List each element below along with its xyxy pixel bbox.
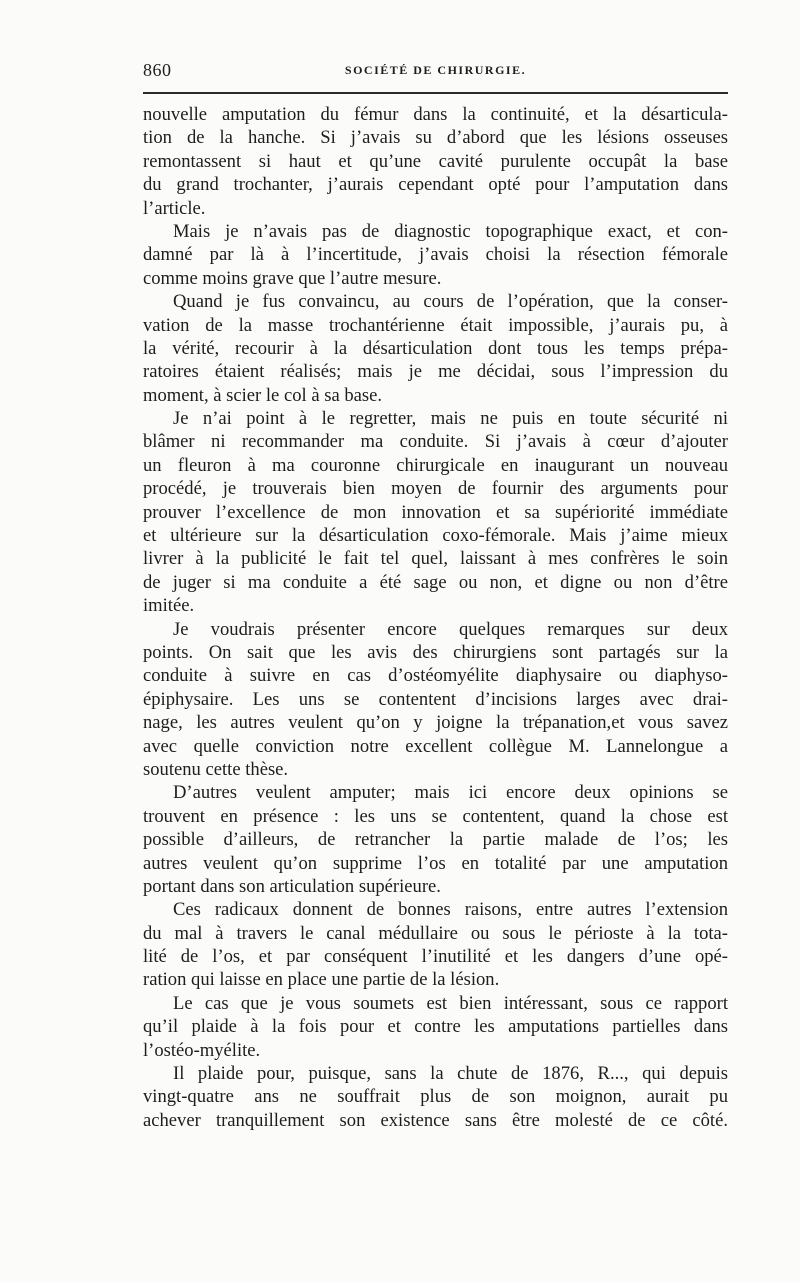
text-line: achever tranquillement son existence sans être molesté de ce côté.	[143, 1109, 728, 1131]
text-line: l’ostéo-myélite.	[143, 1039, 261, 1061]
text-line: qu’il plaide à la fois pour et contre les amputations partielles dans	[143, 1016, 728, 1038]
page-header	[143, 60, 728, 82]
text-line: avec quelle conviction notre excellent collègue M. Lannelongue a	[143, 735, 728, 757]
text-line: nage, les autres veulent qu’on y joigne la trépanation,et vous savez	[143, 712, 728, 734]
text-line: blâmer ni recommander ma conduite. Si j’avais à cœur d’ajouter	[143, 431, 728, 453]
text-line: la vérité, recourir à la désarticulation dont tous les temps prépa-	[143, 337, 728, 359]
text-line: ratoires étaient réalisés; mais je me décidai, sous l’impression du	[143, 361, 728, 383]
text-line: imitée.	[143, 595, 195, 617]
text-line: autres veulent qu’on supprime l’os en totalité par une amputation	[143, 852, 728, 874]
text-line: du mal à travers le canal médullaire ou sous le périoste à la tota-	[143, 922, 728, 944]
running-head: SOCIÉTÉ DE CHIRURGIE.	[344, 63, 527, 77]
text-line: un fleuron à ma couronne chirurgicale en inaugurant un nouveau	[143, 454, 728, 476]
text-line: Mais je n’avais pas de diagnostic topographique exact, et con-	[173, 220, 728, 242]
text-line: et ultérieure sur la désarticulation coxo-fémorale. Mais j’aime mieux	[143, 525, 728, 547]
text-line: D’autres veulent amputer; mais ici encore deux opinions se	[173, 782, 728, 804]
text-line: Je n’ai point à le regretter, mais ne puis en toute sécurité ni	[173, 408, 728, 430]
text-line: vation de la masse trochantérienne était impossible, j’aurais pu, à	[143, 314, 728, 336]
text-line: damné par là à l’incertitude, j’avais choisi la résection fémorale	[143, 244, 728, 266]
text-line: l’article.	[143, 197, 206, 219]
text-line: Il plaide pour, puisque, sans la chute de 1876, R..., qui depuis	[173, 1063, 728, 1085]
text-line: Quand je fus convaincu, au cours de l’opération, que la conser-	[173, 291, 728, 313]
text-line: tion de la hanche. Si j’avais su d’abord que les lésions osseuses	[143, 127, 728, 149]
text-line: lité de l’os, et par conséquent l’inutilité et les dangers d’une opé-	[143, 946, 728, 968]
body-text	[143, 103, 728, 1132]
header-rule	[143, 92, 728, 94]
text-line: Ces radicaux donnent de bonnes raisons, entre autres l’extension	[173, 899, 728, 921]
text-line: vingt-quatre ans ne souffrait plus de son moignon, aurait pu	[143, 1086, 728, 1108]
text-line: trouvent en présence : les uns se contentent, quand la chose est	[143, 805, 728, 827]
text-line: du grand trochanter, j’aurais cependant opté pour l’amputation dans	[143, 174, 728, 196]
text-line: moment, à scier le col à sa base.	[143, 384, 383, 406]
text-line: remontassent si haut et qu’une cavité purulente occupât la base	[143, 150, 728, 172]
text-line: prouver l’excellence de mon innovation et sa supériorité immédiate	[143, 501, 728, 523]
text-line: Le cas que je vous soumets est bien intéressant, sous ce rapport	[173, 992, 728, 1014]
page-number: 860	[143, 60, 172, 80]
text-line: de juger si ma conduite a été sage ou non, et digne ou non d’être	[143, 571, 728, 593]
text-line: possible d’ailleurs, de retrancher la partie malade de l’os; les	[143, 829, 728, 851]
text-line: Je voudrais présenter encore quelques remarques sur deux	[173, 618, 728, 640]
text-line: soutenu cette thèse.	[143, 758, 289, 780]
text-line: livrer à la publicité le fait tel quel, laissant à mes confrères le soin	[143, 548, 728, 570]
text-line: comme moins grave que l’autre mesure.	[143, 267, 442, 289]
text-line: points. On sait que les avis des chirurgiens sont partagés sur la	[143, 641, 728, 663]
text-line: procédé, je trouverais bien moyen de fournir des arguments pour	[143, 478, 728, 500]
text-line: ration qui laisse en place une partie de la lésion.	[143, 969, 500, 991]
text-line: portant dans son articulation supérieure.	[143, 875, 441, 897]
text-line: conduite à suivre en cas d’ostéomyélite diaphysaire ou diaphyso-	[143, 665, 728, 687]
text-line: épiphysaire. Les uns se contentent d’incisions larges avec drai-	[143, 688, 728, 710]
text-line: nouvelle amputation du fémur dans la continuité, et la désarticula-	[143, 104, 728, 125]
